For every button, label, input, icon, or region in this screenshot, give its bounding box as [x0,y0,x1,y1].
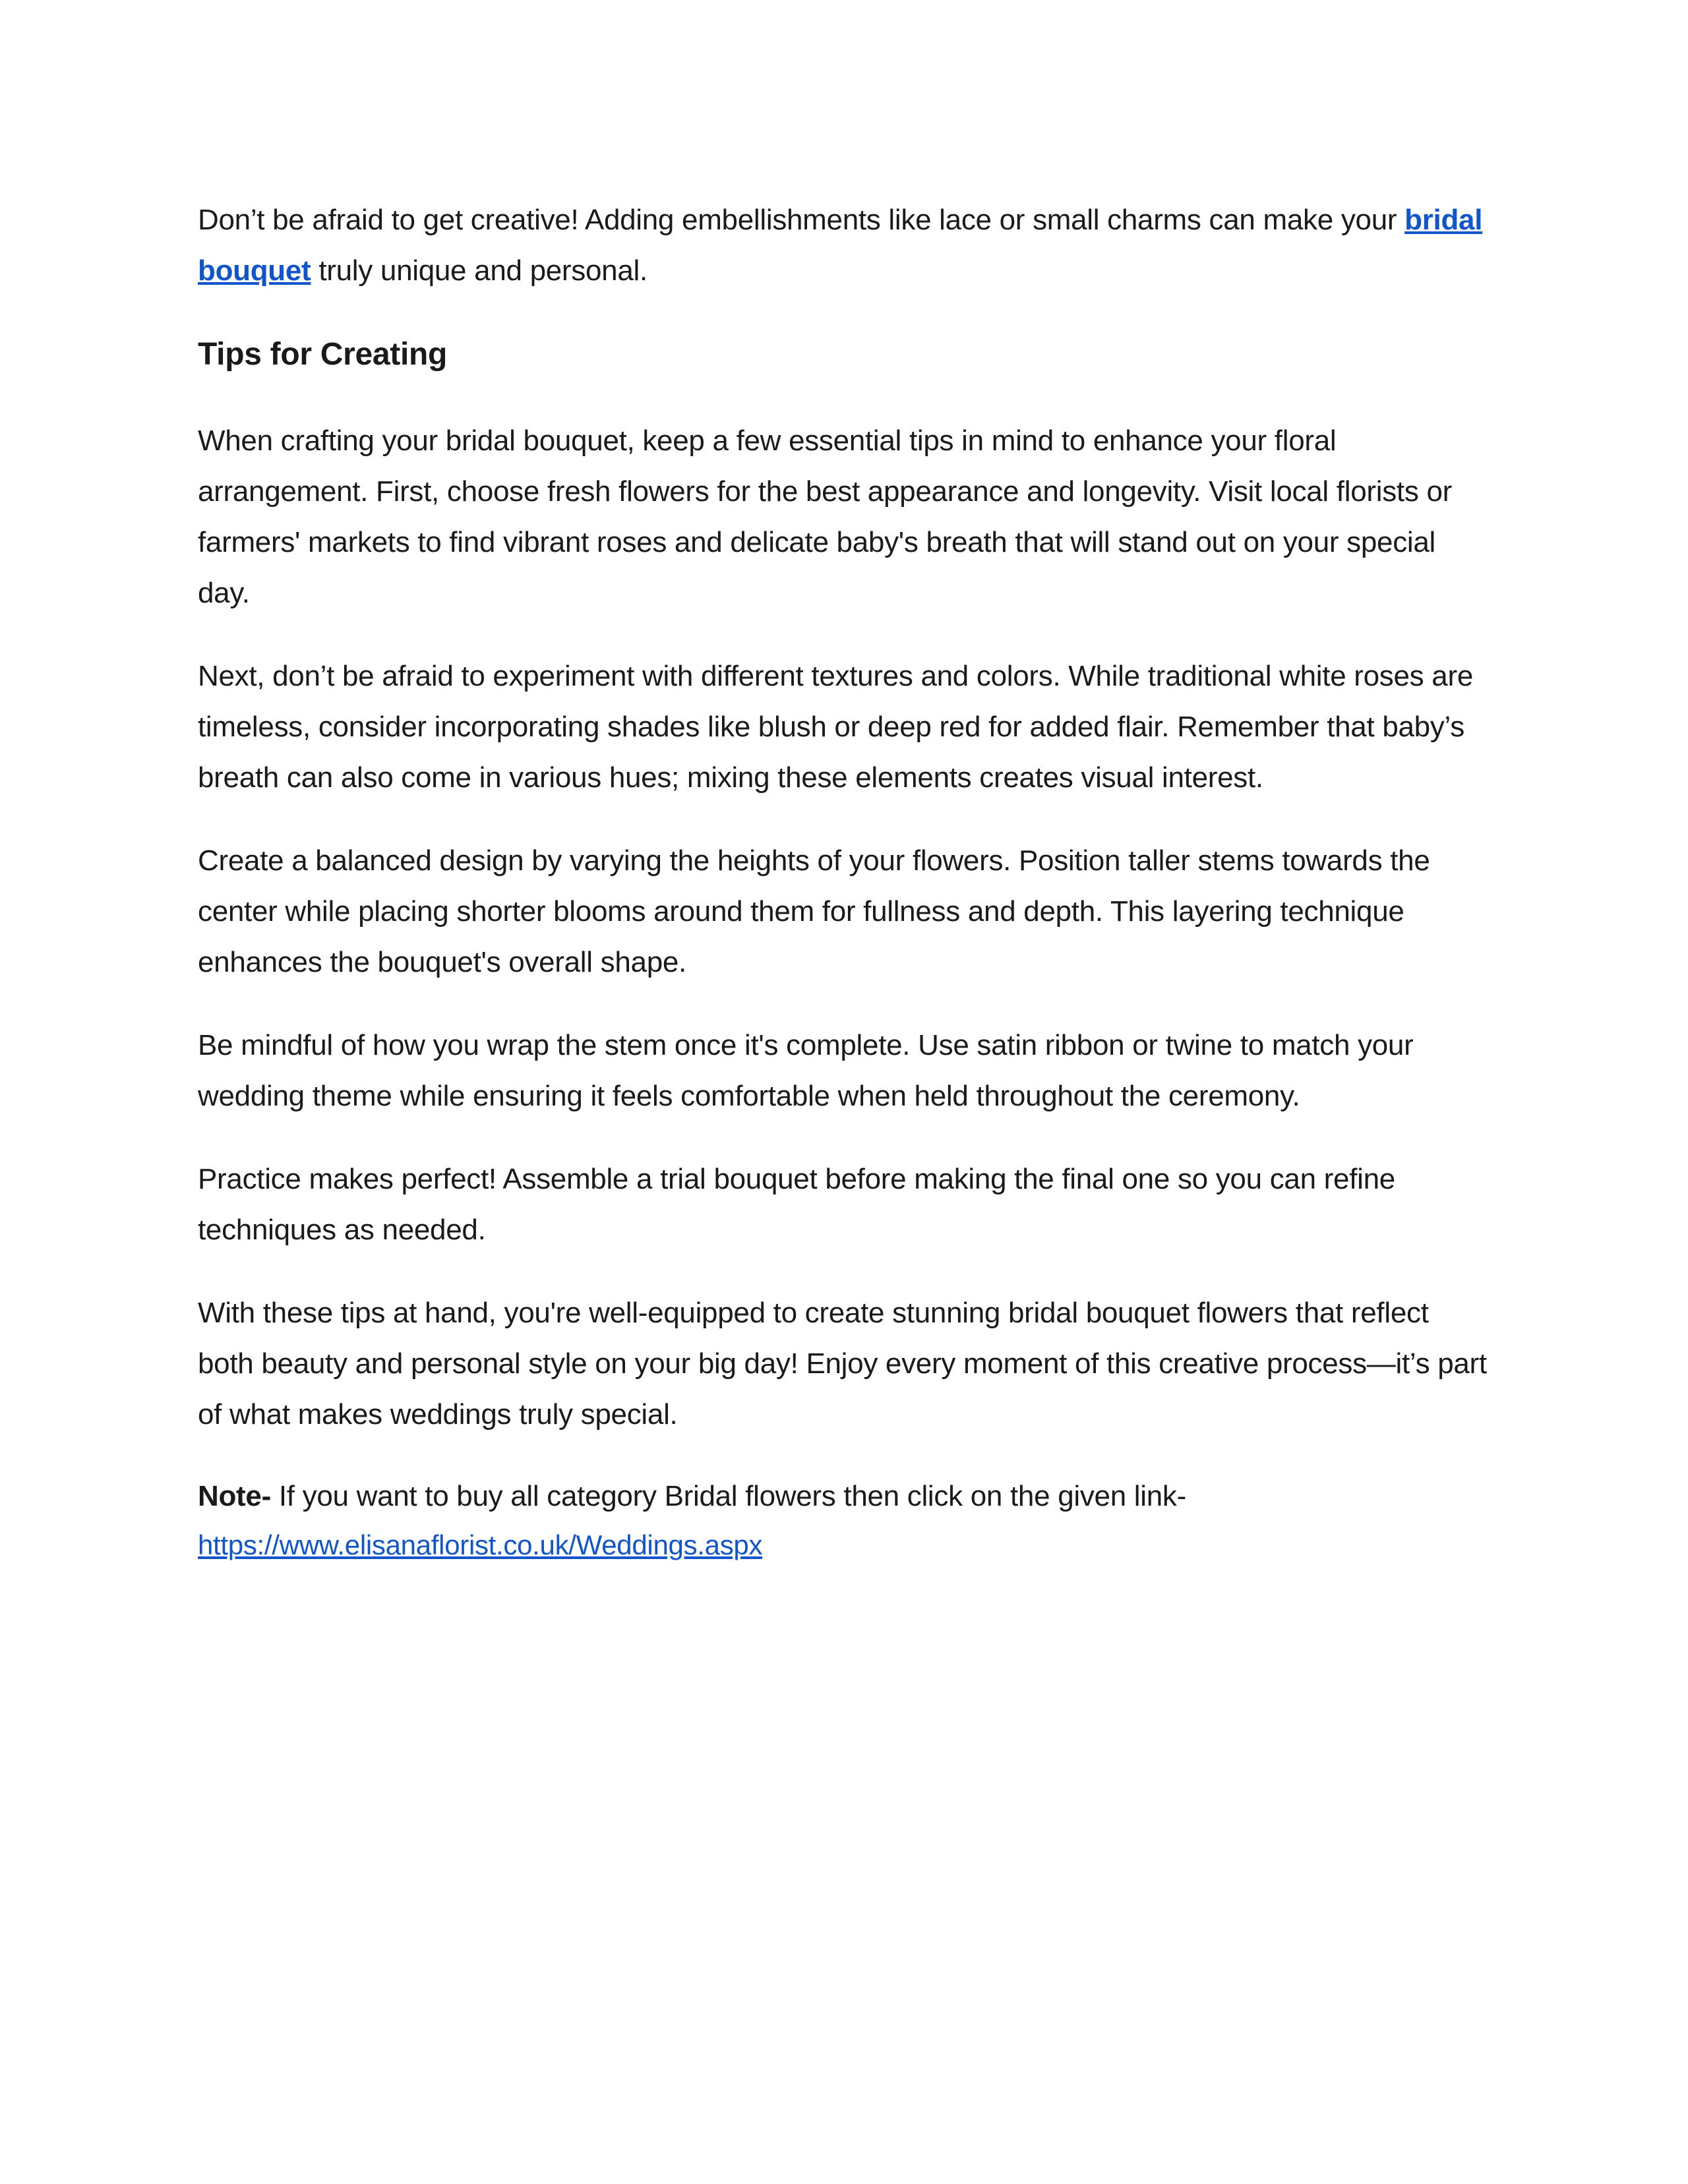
tip-paragraph-4: Be mindful of how you wrap the stem once it's complete. Use satin ribbon or twine to match your wedding theme while ensuring it feels comfortable when held throughout the ceremony. [198,1029,1414,1112]
document-page [198,194,1490,1570]
section-heading: Tips for Creating [198,337,448,372]
note-text: If you want to buy all category Bridal flowers then click on the given link- [270,1480,1186,1512]
weddings-url-link[interactable]: https://www.elisanaflorist.co.uk/Weddings.aspx [198,1529,763,1560]
intro-paragraph [198,194,1490,296]
intro-text-after: truly unique and personal. [311,254,648,287]
note-paragraph [198,1472,1490,1570]
note-label: Note- [198,1480,271,1512]
intro-text-before: Don’t be afraid to get creative! Adding embellishments like lace or small charms can make your [198,204,1405,236]
tip-paragraph-1: When crafting your bridal bouquet, keep a few essential tips in mind to enhance your floral arrangement. First, choose fresh flowers for the best appearance and longevity. Visit local florists or farmers' markets to find vibrant roses and delicate baby's breath that will stand out on your special day. [198,425,1452,609]
tip-paragraph-3: Create a balanced design by varying the heights of your flowers. Position taller stems towards the center while placing shorter blooms around them for fullness and depth. This layering technique enhances the bouquet's overall shape. [198,844,1430,978]
tip-paragraph-2: Next, don’t be afraid to experiment with different textures and colors. While traditional white roses are timeless, consider incorporating shades like blush or deep red for added flair. Remember that baby’s breath can also come in various hues; mixing these elements creates visual interest. [198,660,1473,794]
tip-paragraph-6: With these tips at hand, you're well-equipped to create stunning bridal bouquet flowers that reflect both beauty and personal style on your big day! Enjoy every moment of this creative process—it’s part of what makes weddings truly special. [198,1297,1487,1431]
bridal-bouquet-link[interactable]: bridal bouquet [198,204,1483,287]
tip-paragraph-5: Practice makes perfect! Assemble a trial bouquet before making the final one so you can refine techniques as needed. [198,1163,1395,1246]
